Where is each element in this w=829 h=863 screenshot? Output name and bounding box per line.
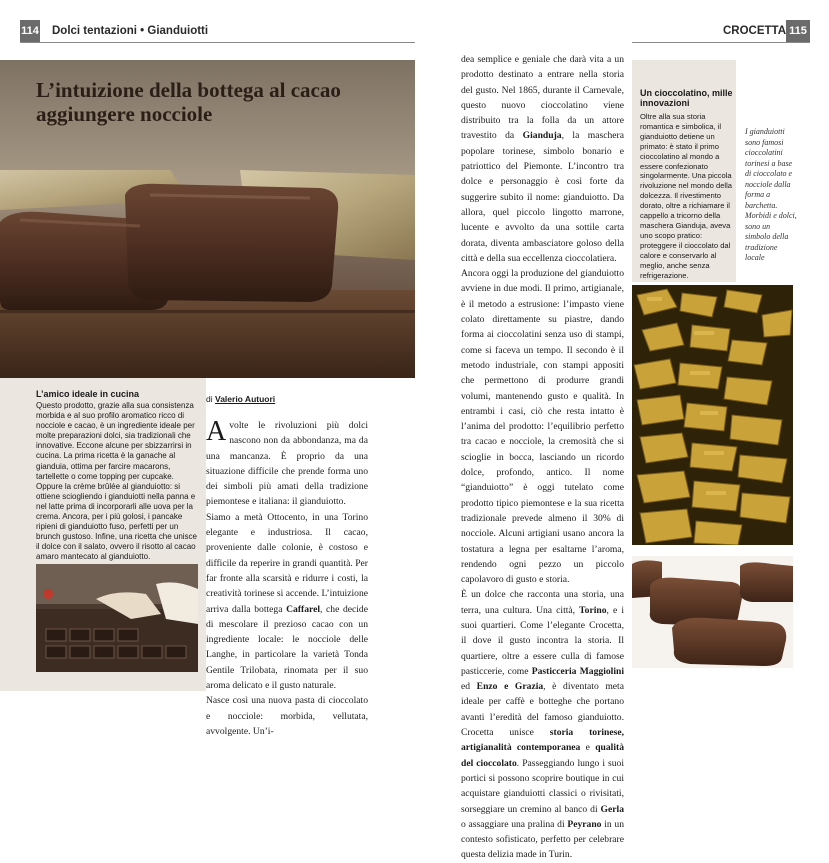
- right-page-number: 115: [786, 20, 810, 42]
- sidebar-title: L’amico ideale in cucina: [36, 389, 140, 399]
- sidebar-body: Questo prodotto, grazie alla sua consistenza morbida e al suo profilo aromatico ricco di nocciole e cacao, è un ingrediente ideale per molte preparazioni dolci, sia tradizionali che innovative. Eccone alcune per sbizzarrirsi in cucina. La prima ricetta è la ganache al gianduia, ottima per farcire macarons, tartellette o come topping per cupcake. Oppure la crème brûlée al gianduiotto: si ottiene sciogliendo i gianduiotti nella panna e nel latte prima di incorporarli alle uova per la crema. Ancora, per i più golosi, i pancake ripieni di gianduiotto fuso, perfetti per un brunch gustoso. Infine, una ricetta che unisce il dolce con il salato, ovvero il risotto al cacao amaro mantecato al gianduiotto.: [36, 401, 197, 562]
- sidebar-right-title: Un cioccolatino, mille innovazioni: [640, 88, 733, 108]
- byline-prefix: di: [206, 394, 213, 404]
- article-paragraph-3: Nasce così una nuova pasta di cioccolato e nocciole: morbida, vellutata, avvolgente. Un’i-: [206, 695, 368, 737]
- gold-wrapped-candies-illustration: [632, 285, 793, 545]
- photo-chocolatier-hands: [36, 564, 198, 672]
- right-section-title: CROCETTA: [723, 25, 787, 37]
- header-rule-right: [632, 42, 810, 43]
- article-paragraph-2: Siamo a metà Ottocento, in una Torino elegante e industriosa. Il cacao, proveniente dalle colonie, è costoso e difficile da reperire in grandi quantità. Per far fronte alla scarsità e ridurre i costi, la creatività torinese si accende. L’intuizione arriva dalla bottega Caffarel, che decide di mescolare il prezioso cacao con un ingrediente locale: le nocciole delle Langhe, in particolare la varietà Tonda Gentile Trilobata, rinomata per il suo aroma delicato e il gusto naturale.: [206, 511, 368, 692]
- photo-unwrapped-gianduiotti: [632, 556, 793, 668]
- article-paragraph-1: volte le rivoluzioni più dolci nascono non da abbondanza, ma da una mancanza. È proprio da una situazione difficile che prende forma uno dei simboli più amati della tradizione piemontese e italiana: il gianduiotto.: [206, 420, 368, 508]
- chocolate-pieces-illustration: [632, 556, 793, 668]
- article-paragraph-4: dea semplice e geniale che darà vita a un prodotto destinato a entrare nella storia del gusto. Nel 1865, durante il Carnevale, questo nuovo cioccolatino viene distribuito tra la folla da un attore travestito da Gianduja, la maschera popolare torinese, simbolo bonario e patriottico del Piemonte. L’incontro tra dolce e personaggio è così forte da suggerire subito il nome: gianduiotto. Da allora, quel piccolo lingotto marrone, lucente e avvolto da una sottile carta dorata, diventa ambasciatore goloso della città e della sua eccellenza cioccolatiera.: [461, 54, 624, 264]
- byline: [206, 394, 275, 404]
- hands-molds-illustration: [36, 564, 198, 672]
- header-rule-left: [20, 42, 415, 43]
- article-paragraph-6: È un dolce che racconta una storia, una terra, una cultura. Una città, Torino, e i suoi quartieri. Come l’elegante Crocetta, il dove il gusto incontra la storia. Il quartiere, oltre a essere culla di famose pasticcerie, come Pasticceria Maggiolini ed Enzo e Grazia, è diventato meta ideale per caffè e botteghe che portano avanti l’eredità del famoso gianduiotto. Crocetta unisce storia torinese, artigianalità contemporanea e qualità del cioccolato. Passeggiando lungo i suoi portici si possono scoprire boutique in cui acquistare gianduiotti classici o rivisitati, sorseggiare un cremino al banco di Gerla o assaggiare una pralina di Peyrano in un contesto sofisticato, perfetto per celebrare questa delizia made in Turin.: [461, 589, 624, 861]
- sidebar-right-body: Oltre alla sua storia romantica e simbolica, il gianduiotto detiene un primato: è stato il primo cioccolatino al mondo a essere confezionato singolarmente. Una piccola rivoluzione nel mondo della dolcezza. Il rivestimento dorato, oltre a richiamare il cappello a tricorno della maschera Gianduja, aveva uno scopo pratico: proteggere il cioccolato dal calore e conservarlo al meglio, anche senza refrigerazione.: [640, 112, 733, 280]
- left-page-number: 114: [20, 20, 40, 42]
- hero-title: L’intuizione della bottega al cacao aggiungere nocciole: [36, 78, 341, 126]
- article-column-1: [206, 418, 368, 739]
- drop-cap: A: [206, 416, 227, 447]
- article-paragraph-5: Ancora oggi la produzione del gianduiotto avviene in due modi. Il primo, artigianale, è il metodo a estrusione: l’impasto viene colato direttamente su piastre, dando forma ai cioccolatini senza uso di stampi, come si faceva un tempo. Il secondo è il metodo industriale, con stampi appositi che permettono di produrre grandi volumi, mantenendo gusto e qualità. In entrambi i casi, ciò che resta intatto è l’anima del prodotto: l’equilibrio perfetto tra cacao e nocciole, la cremosità che si scioglie in bocca, lasciando un ricordo dolce, profondo, antico. Il nome “gianduiotto” è oggi tutelato come prodotto tipico piemontese e la sua ricetta tradizionale prevede almeno il 30% di nocciole. Alcuni artigiani usano ancora la tostatura a legna per esaltarne l’aroma, rendendo ogni pezzo un piccolo capolavoro di gusto e storia.: [461, 268, 624, 586]
- left-running-title: Dolci tentazioni • Gianduiotti: [52, 25, 209, 37]
- photo-caption: I gianduiotti sono famosi cioccolatini torinesi a base di cioccolato e nocciole dalla forma a barchetta. Morbidi e dolci, sono un simbolo della tradizione locale: [745, 127, 797, 262]
- byline-author: Valerio Autuori: [215, 394, 276, 404]
- article-column-2: [461, 52, 624, 863]
- photo-wrapped-gianduiotti: [632, 285, 793, 545]
